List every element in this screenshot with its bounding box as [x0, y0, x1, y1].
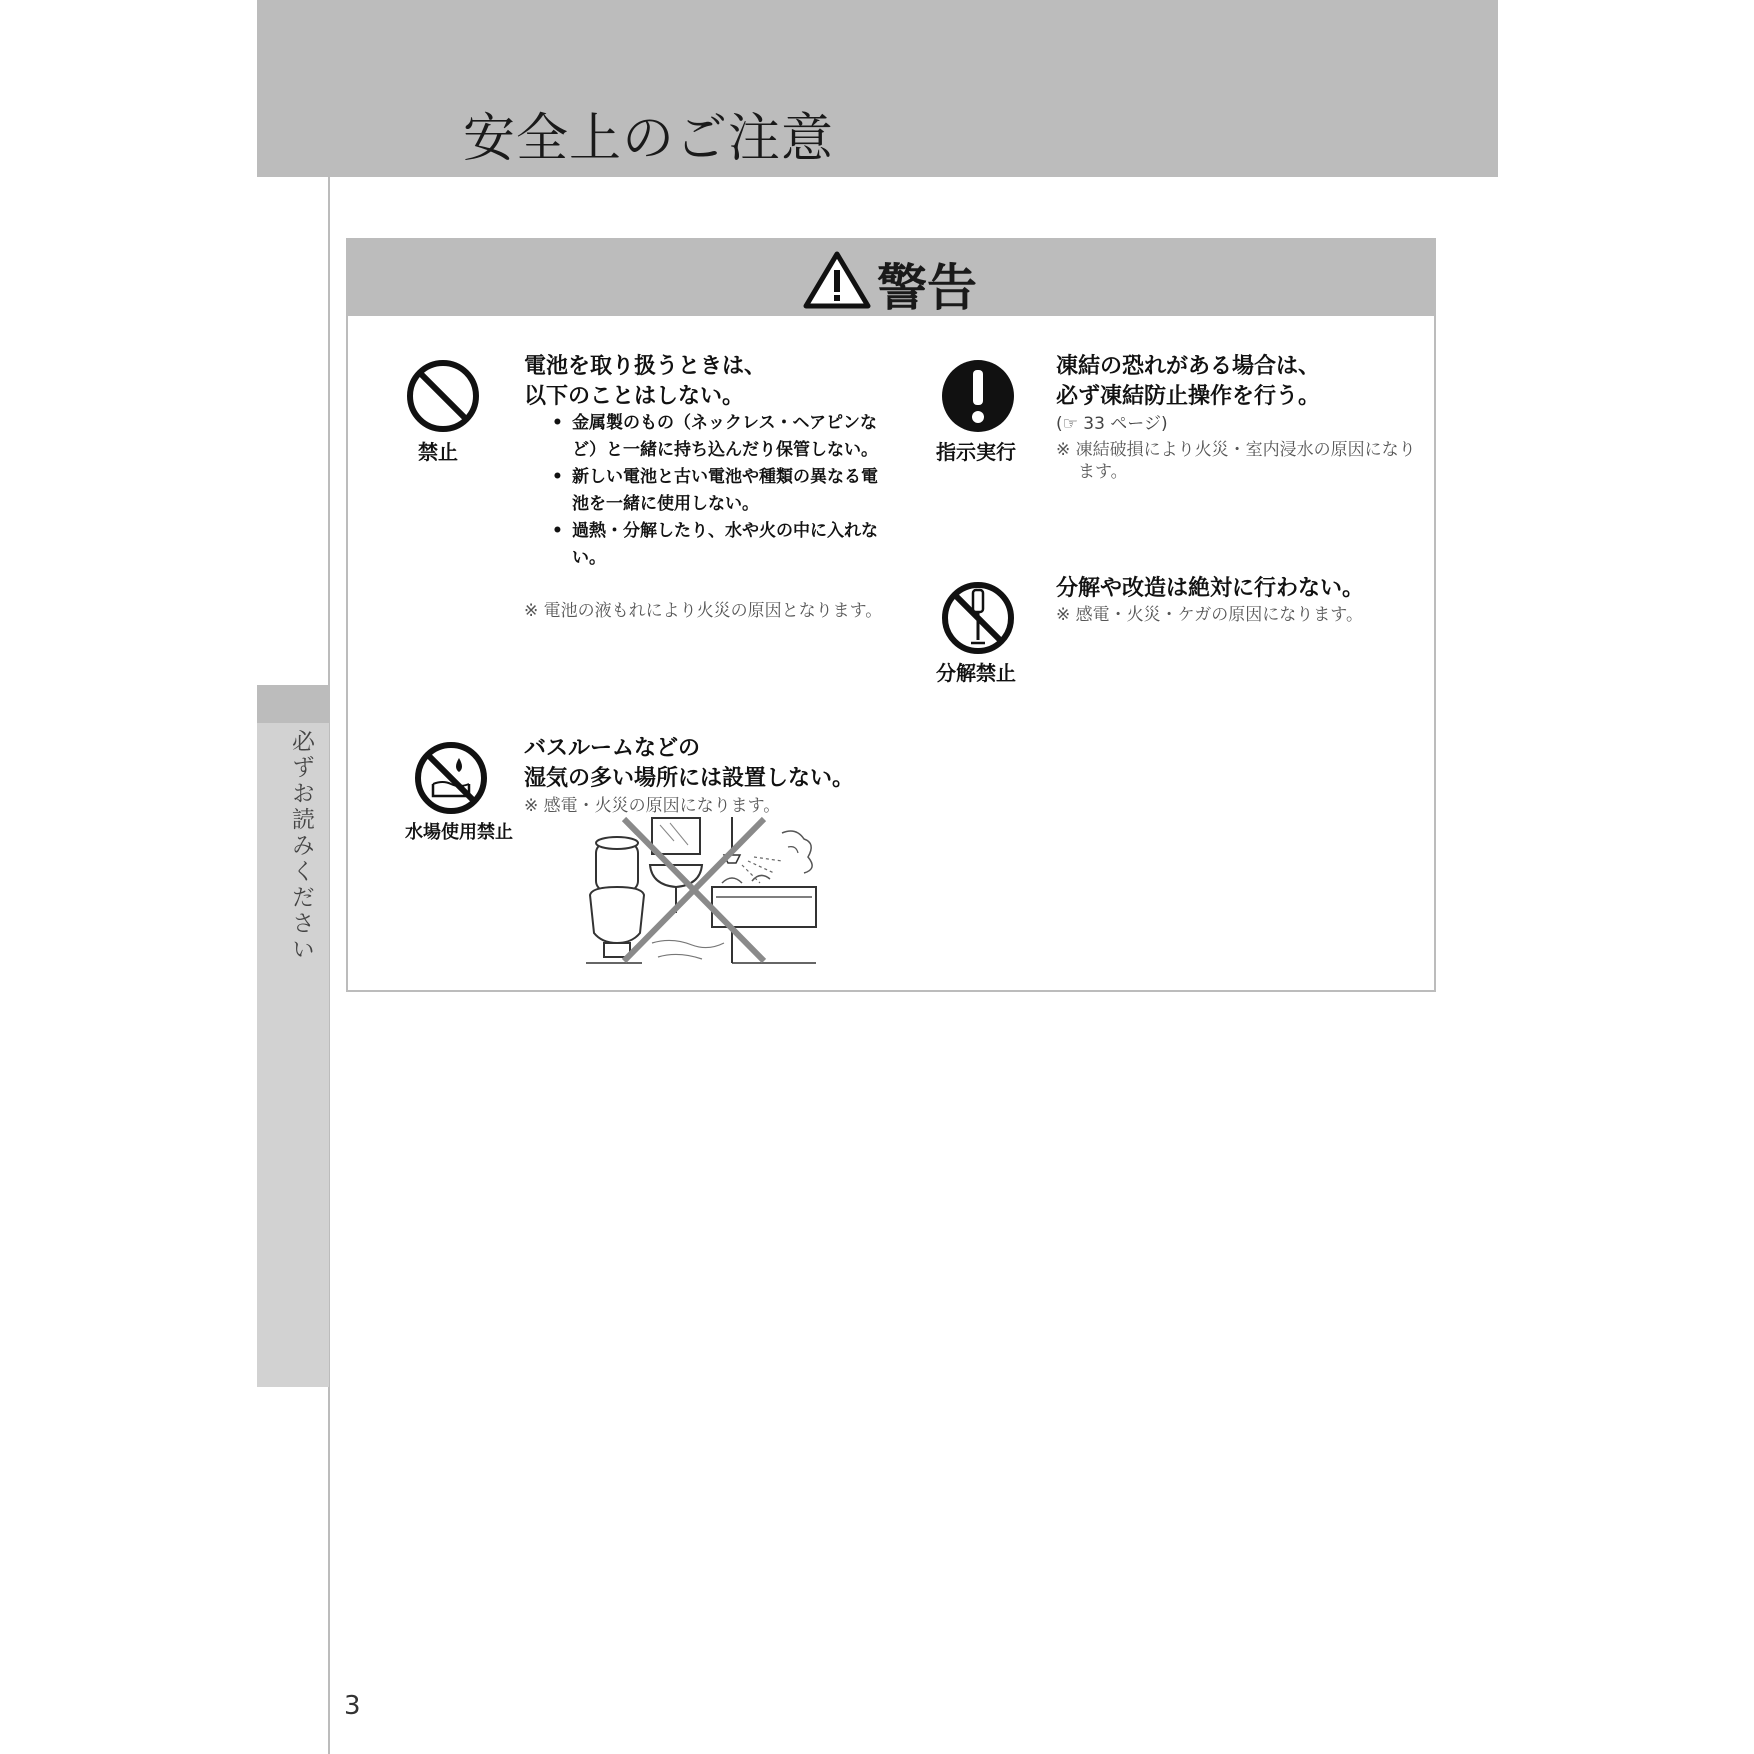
- warning-triangle-icon: [802, 250, 872, 310]
- prohibition-label: 禁止: [418, 440, 458, 464]
- no-wet-location-icon: [413, 740, 489, 816]
- warning-title: 警告: [877, 259, 977, 317]
- disassembly-heading: 分解や改造は絶対に行わない。: [1056, 576, 1365, 601]
- freeze-heading-line-1: 凍結の恐れがある場合は、: [1056, 354, 1321, 379]
- no-entry-icon: [405, 358, 481, 434]
- battery-heading-line-1: 電池を取り扱うときは、: [524, 354, 767, 379]
- header-band: [257, 0, 1498, 177]
- side-tab-label: 必ずお読みください: [288, 729, 314, 963]
- page-number: 3: [344, 1691, 361, 1721]
- freeze-page-reference: (☞ 33 ページ): [1056, 414, 1168, 434]
- side-tab: [257, 685, 329, 1387]
- list-item: • 過熱・分解したり、水や火の中に入れない。: [550, 518, 880, 572]
- disassembly-label: 分解禁止: [936, 661, 1016, 685]
- warning-header: [348, 240, 1434, 316]
- mandatory-label: 指示実行: [936, 440, 1016, 464]
- battery-bullet-list: [550, 410, 880, 572]
- list-item: • 新しい電池と古い電池や種類の異なる電池を一緒に使用しない。: [550, 464, 880, 518]
- freeze-heading-line-2: 必ず凍結防止操作を行う。: [1056, 384, 1321, 409]
- bathroom-heading-line-1: バスルームなどの: [524, 736, 701, 761]
- battery-heading-line-2: 以下のことはしない。: [524, 384, 745, 409]
- bathroom-heading-line-2: 湿気の多い場所には設置しない。: [524, 766, 855, 791]
- mandatory-action-icon: [940, 358, 1016, 434]
- no-disassembly-icon: [940, 580, 1016, 656]
- battery-note: ※ 電池の液もれにより火災の原因となります。: [524, 601, 883, 621]
- bathroom-note: ※ 感電・火災の原因になります。: [524, 796, 781, 816]
- page-title: 安全上のご注意: [463, 109, 835, 169]
- wet-location-label: 水場使用禁止: [405, 822, 513, 843]
- disassembly-note: ※ 感電・火災・ケガの原因になります。: [1056, 605, 1363, 625]
- bathroom-illustration: [582, 813, 822, 973]
- side-tab-cap: [257, 685, 329, 723]
- list-item: • 金属製のもの（ネックレス・ヘアピンなど）と一緒に持ち込んだり保管しない。: [550, 410, 880, 464]
- warning-box: [346, 238, 1436, 992]
- freeze-note: ※ 凍結破損により火災・室内浸水の原因になります。: [1056, 440, 1416, 482]
